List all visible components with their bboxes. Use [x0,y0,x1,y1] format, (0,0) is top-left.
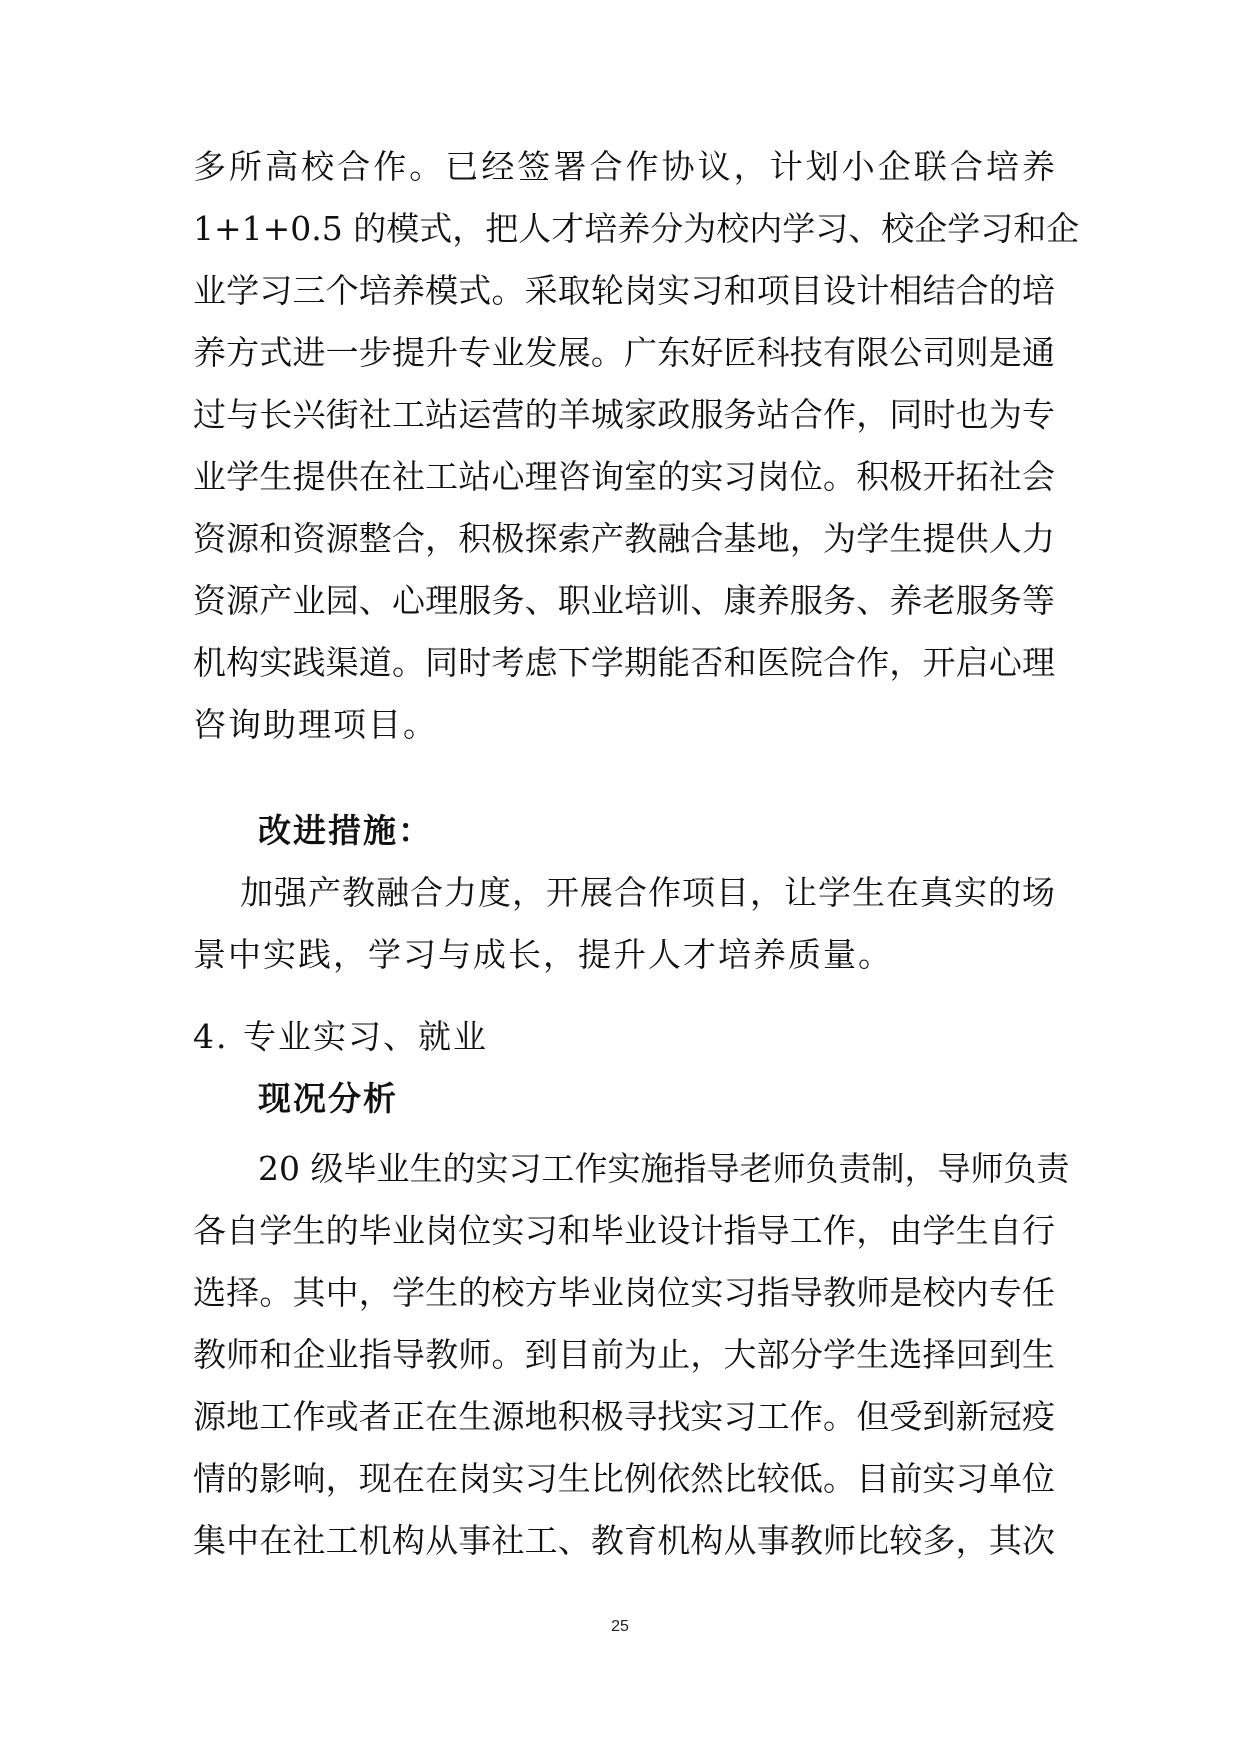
section-heading [193,1006,488,1068]
paragraph-line: 咨询助理项目。 [193,705,438,744]
paragraph-line: 情的影响，现在在岗实习生比例依然比较低。目前实习单位 [193,1459,1055,1498]
paragraph-line: 资源产业园、心理服务、职业培训、康养服务、养老服务等 [193,581,1055,620]
page-number: 25 [611,1618,629,1635]
paragraph-line: 业学生提供在社工站心理咨询室的实习岗位。积极开拓社会 [193,457,1055,496]
paragraph-line: 资源和资源整合，积极探索产教融合基地，为学生提供人力 [193,519,1055,558]
analysis-heading: 现况分析 [258,1079,398,1118]
paragraph-line: 机构实践渠道。同时考虑下学期能否和医院合作，开启心理 [193,643,1055,682]
paragraph-line: 业学习三个培养模式。采取轮岗实习和项目设计相结合的培 [193,271,1055,310]
section-title: 专业实习、就业 [243,1017,488,1056]
paragraph-line: 加强产教融合力度，开展合作项目，让学生在真实的场 [240,873,1055,912]
paragraph-line: 养方式进一步提升专业发展。广东好匠科技有限公司则是通 [193,333,1055,372]
paragraph-line: 1+1+0.5 的模式，把人才培养分为校内学习、校企学习和企 [193,209,1080,248]
paragraph-line: 景中实践，学习与成长，提升人才培养质量。 [193,935,893,974]
paragraph-line: 教师和企业指导教师。到目前为止，大部分学生选择回到生 [193,1335,1055,1374]
paragraph-line: 集中在社工机构从事社工、教育机构从事教师比较多，其次 [193,1521,1055,1560]
paragraph-line: 各自学生的毕业岗位实习和毕业设计指导工作，由学生自行 [193,1211,1055,1250]
paragraph-line: 选择。其中，学生的校方毕业岗位实习指导教师是校内专任 [193,1273,1055,1312]
improvement-heading: 改进措施： [258,811,433,850]
paragraph-line: 源地工作或者正在生源地积极寻找实习工作。但受到新冠疫 [193,1397,1055,1436]
paragraph-line: 20 级毕业生的实习工作实施指导老师负责制，导师负责 [258,1149,1070,1188]
paragraph-line: 过与长兴街社工站运营的羊城家政服务站合作，同时也为专 [193,395,1055,434]
section-number: 4. [193,1017,229,1056]
paragraph-line: 多所高校合作。已经签署合作协议，计划小企联合培养 [193,147,1055,186]
